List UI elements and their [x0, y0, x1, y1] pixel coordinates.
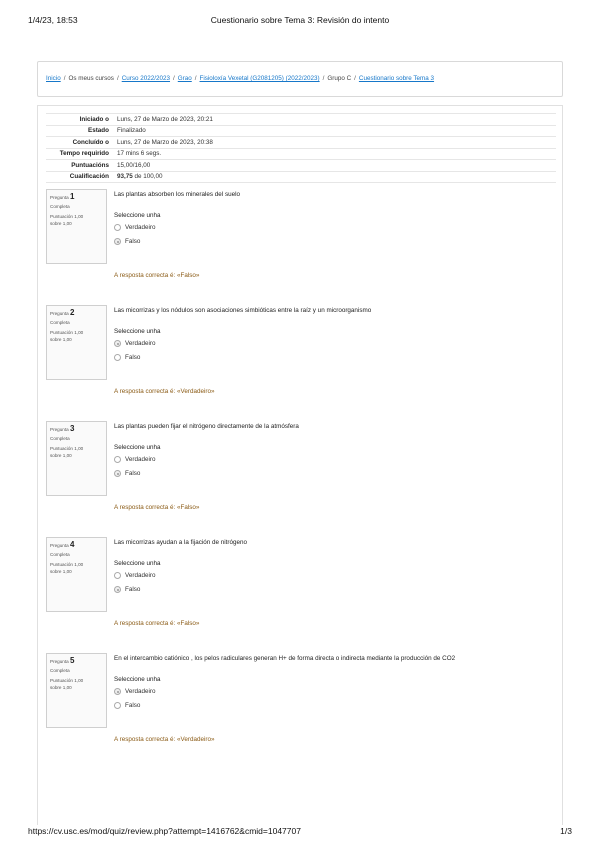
question-label: Pregunta [50, 427, 69, 432]
breadcrumb-item-inicio[interactable]: Inicio [46, 75, 61, 82]
option-verdadeiro[interactable] [114, 688, 155, 695]
question-info [46, 653, 107, 728]
summary-row [46, 171, 556, 183]
radio-button[interactable] [114, 702, 121, 709]
question-number: 2 [69, 308, 75, 317]
radio-button-checked[interactable] [114, 340, 121, 347]
option-verdadeiro[interactable] [114, 340, 155, 347]
question-label: Pregunta [50, 659, 69, 664]
question-state: Completa [50, 436, 70, 442]
option-falso[interactable] [114, 354, 140, 361]
question-grade: Puntuación 1,00 [50, 678, 84, 684]
option-verdadeiro[interactable] [114, 456, 155, 463]
radio-button[interactable] [114, 456, 121, 463]
summary-key: Estado [46, 125, 114, 137]
summary-value: Luns, 27 de Marzo de 2023, 20:21 [114, 114, 556, 126]
option-label: Falso [125, 354, 141, 361]
question-grade-max: sobre 1,00 [50, 336, 72, 342]
print-date: 1/4/23, 18:53 [28, 15, 78, 25]
radio-button-checked[interactable] [114, 470, 121, 477]
summary-row [46, 114, 556, 126]
breadcrumb-item-grao[interactable]: Grao [177, 75, 192, 82]
question-grade: Puntuación 1,00 [50, 330, 84, 336]
breadcrumb-separator: / [63, 75, 66, 82]
breadcrumb-item-curso[interactable]: Curso 2022/2023 [121, 75, 171, 82]
option-falso[interactable] [114, 586, 140, 593]
option-verdadeiro[interactable] [114, 224, 155, 231]
question-text: Las micorrizas y los nódulos son asociaciones simbióticas entre la raíz y un microorganismo [114, 307, 372, 314]
print-url: https://cv.usc.es/mod/quiz/review.php?attempt=1416762&cmid=1047707 [28, 826, 301, 836]
option-label: Falso [125, 702, 141, 709]
question-state: Completa [50, 204, 70, 210]
question-label: Pregunta [50, 543, 69, 548]
correct-answer-feedback: A resposta correcta é: «Falso» [114, 272, 200, 279]
summary-row [46, 160, 556, 172]
radio-button[interactable] [114, 224, 121, 231]
summary-key: Tempo requirido [46, 148, 114, 160]
grade-max: de 100,00 [132, 173, 163, 181]
summary-row [46, 148, 556, 160]
correct-answer-feedback: A resposta correcta é: «Falso» [114, 504, 200, 511]
radio-button[interactable] [114, 572, 121, 579]
correct-answer-feedback: A resposta correcta é: «Verdadeiro» [114, 736, 215, 743]
summary-value: Finalizado [114, 125, 556, 137]
question-prompt: Seleccione unha [114, 444, 161, 451]
question-text: Las plantas pueden fijar el nitrógeno directamente de la atmósfera [114, 423, 299, 430]
breadcrumb-separator: / [173, 75, 175, 82]
radio-button[interactable] [114, 354, 121, 361]
question-number: 1 [69, 192, 75, 201]
option-verdadeiro[interactable] [114, 572, 155, 579]
grade-value: 93,75 [117, 173, 133, 181]
question-text: Las plantas absorben los minerales del suelo [114, 191, 241, 198]
question-info [46, 305, 107, 380]
question-block [46, 421, 556, 521]
summary-key: Cualificación [46, 171, 114, 183]
breadcrumb-separator: / [116, 75, 119, 82]
option-label: Falso [125, 470, 141, 477]
breadcrumb [37, 61, 563, 97]
question-label: Pregunta [50, 195, 69, 200]
summary-row [46, 137, 556, 149]
option-label: Verdadeiro [125, 572, 156, 579]
summary-value: Luns, 27 de Marzo de 2023, 20:38 [114, 137, 556, 149]
question-prompt: Seleccione unha [114, 560, 161, 567]
option-label: Verdadeiro [125, 340, 156, 347]
print-title: Cuestionario sobre Tema 3: Revisión do intento [210, 15, 390, 25]
question-number: 3 [69, 424, 75, 433]
radio-button-checked[interactable] [114, 238, 121, 245]
summary-value: 17 mins 6 segs. [114, 148, 556, 160]
summary-key: Concluído o [46, 137, 114, 149]
question-grade: Puntuación 1,00 [50, 446, 84, 452]
option-label: Falso [125, 586, 141, 593]
question-state: Completa [50, 668, 70, 674]
breadcrumb-item-os-meus-cursos: Os meus cursos [68, 75, 114, 82]
question-prompt: Seleccione unha [114, 676, 161, 683]
breadcrumb-item-grupo: Grupo C [327, 75, 352, 82]
correct-answer-feedback: A resposta correcta é: «Falso» [114, 620, 200, 627]
question-prompt: Seleccione unha [114, 328, 161, 335]
question-label: Pregunta [50, 311, 69, 316]
question-grade-max: sobre 1,00 [50, 568, 72, 574]
breadcrumb-separator: / [322, 75, 325, 82]
question-grade: Puntuación 1,00 [50, 562, 84, 568]
question-number: 5 [69, 656, 75, 665]
question-info [46, 189, 107, 264]
option-label: Verdadeiro [125, 688, 156, 695]
question-text: En el intercambio catiónico , los pelos radiculares generan H+ de forma directa o indirecta mediante la producción de CO2 [114, 655, 456, 662]
question-info [46, 421, 107, 496]
question-grade-max: sobre 1,00 [50, 684, 72, 690]
summary-key: Puntuacións [46, 160, 114, 172]
question-number: 4 [69, 540, 75, 549]
option-falso[interactable] [114, 470, 140, 477]
summary-key: Iniciado o [46, 114, 114, 126]
radio-button-checked[interactable] [114, 586, 121, 593]
breadcrumb-separator: / [194, 75, 197, 82]
option-label: Verdadeiro [125, 456, 156, 463]
question-grade-max: sobre 1,00 [50, 452, 72, 458]
option-falso[interactable] [114, 238, 140, 245]
breadcrumb-item-course[interactable]: Fisioloxía Vexetal (G2081205) (2022/2023) [199, 75, 320, 82]
page-number: 1/3 [560, 826, 572, 836]
question-text: Las micorrizas ayudan a la fijación de nitrógeno [114, 539, 248, 546]
question-prompt: Seleccione unha [114, 212, 161, 219]
quiz-review-region [37, 105, 563, 825]
question-block [46, 305, 556, 405]
print-header [0, 0, 600, 34]
summary-value: 15,00/16,00 [114, 160, 556, 172]
question-info [46, 537, 107, 612]
option-label: Falso [125, 238, 141, 245]
question-block [46, 537, 556, 637]
summary-row [46, 125, 556, 137]
option-falso[interactable] [114, 702, 140, 709]
question-grade: Puntuación 1,00 [50, 214, 84, 220]
question-state: Completa [50, 320, 70, 326]
breadcrumb-item-quiz[interactable]: Cuestionario sobre Tema 3 [358, 75, 435, 82]
question-state: Completa [50, 552, 70, 558]
option-label: Verdadeiro [125, 224, 156, 231]
radio-button-checked[interactable] [114, 688, 121, 695]
attempt-summary-table [46, 113, 556, 183]
breadcrumb-separator: / [354, 75, 356, 82]
question-block [46, 189, 556, 289]
question-grade-max: sobre 1,00 [50, 220, 72, 226]
question-block [46, 653, 556, 753]
print-footer [0, 818, 600, 848]
correct-answer-feedback: A resposta correcta é: «Verdadeiro» [114, 388, 215, 395]
summary-value [114, 171, 556, 183]
